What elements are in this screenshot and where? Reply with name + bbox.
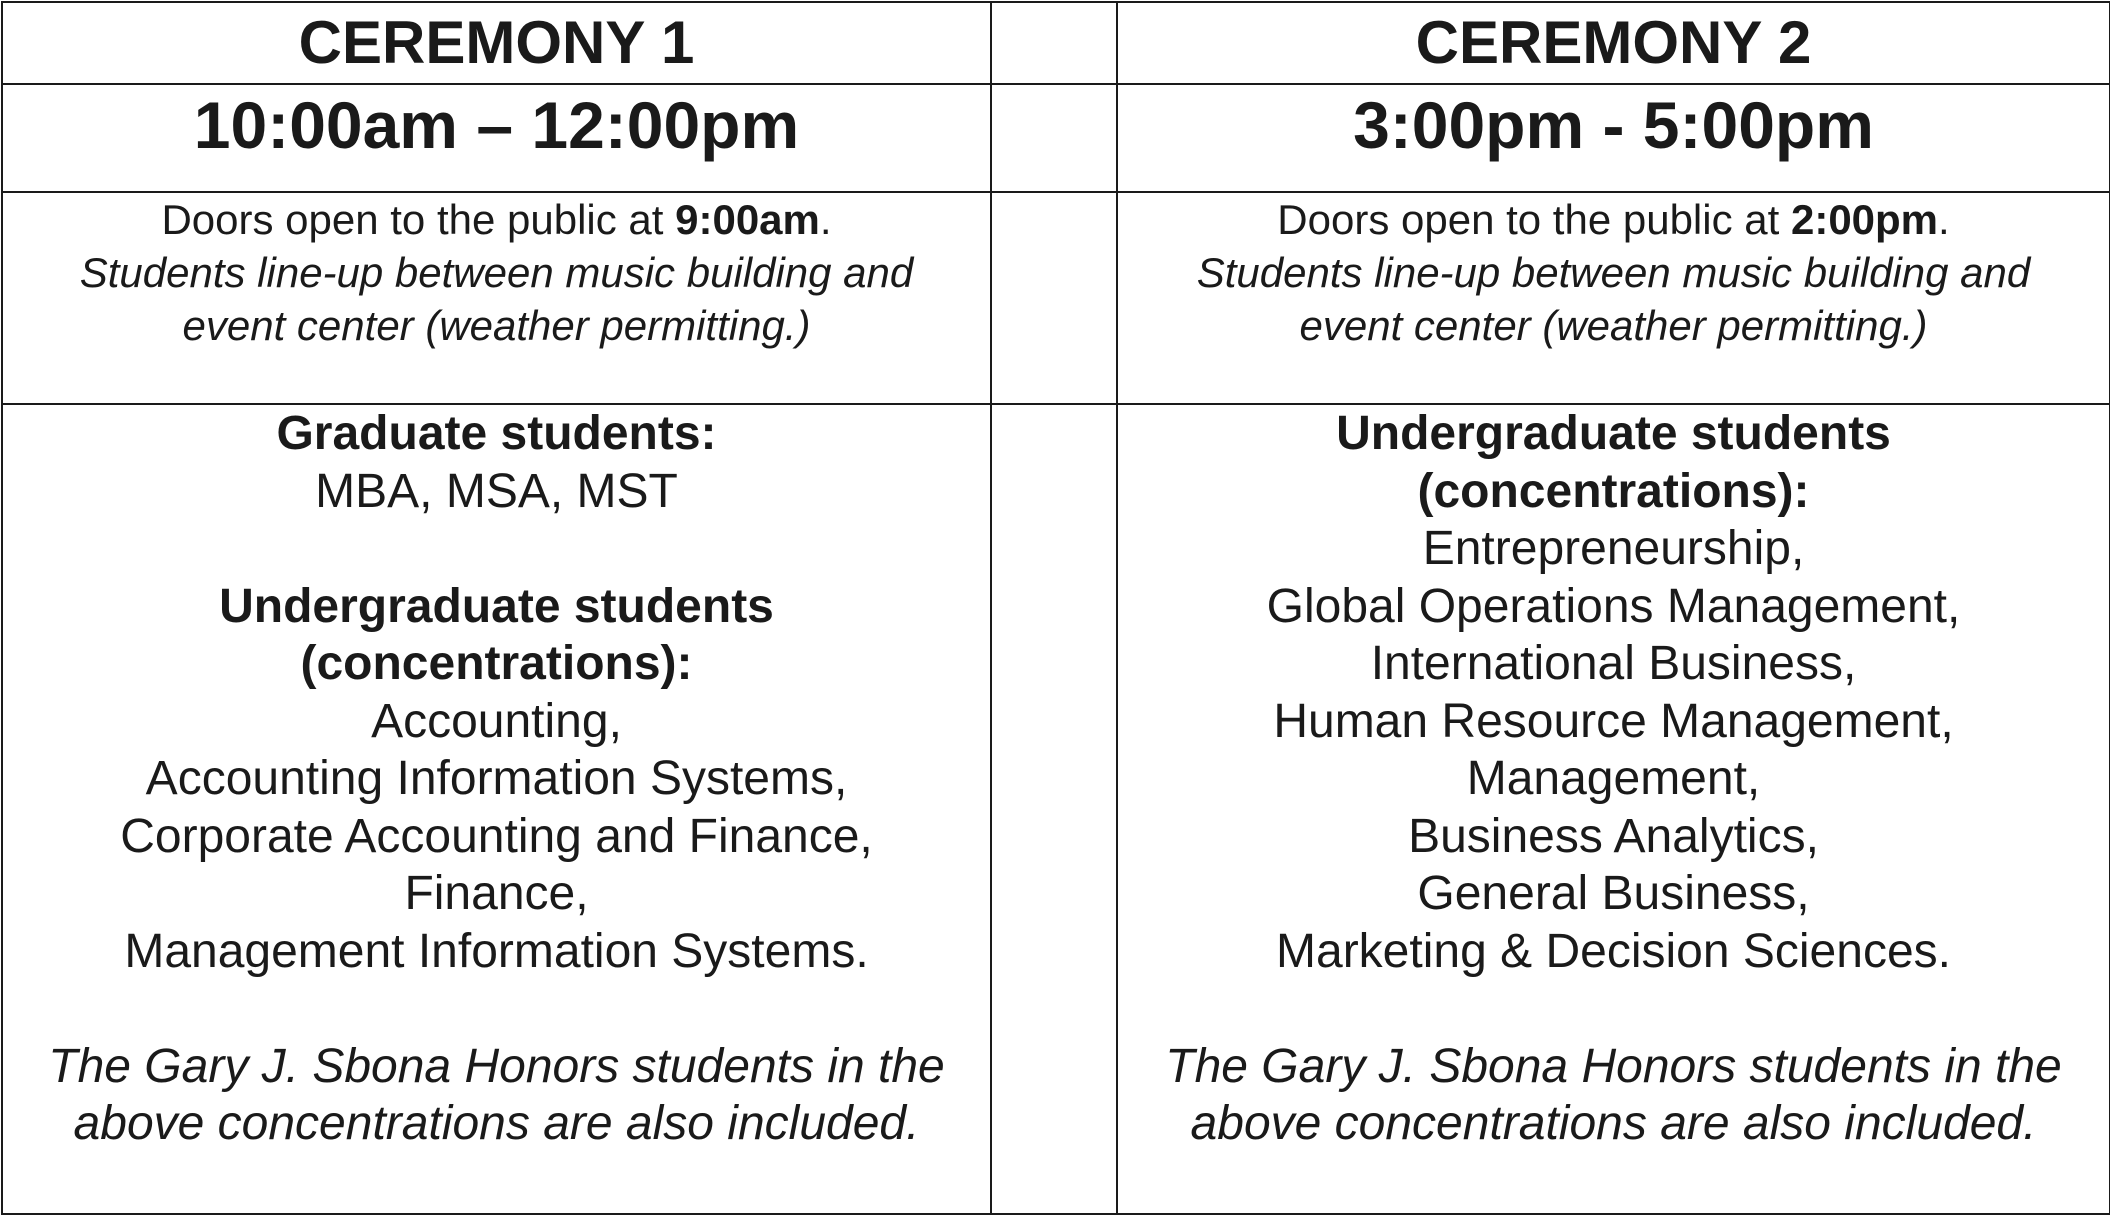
- concentration-item: Human Resource Management,: [1273, 694, 1954, 748]
- spacer: [3, 520, 990, 578]
- ceremony-2-lineup-line-2: event center (weather permitting.): [1299, 302, 1928, 349]
- concentration-item: Corporate Accounting and Finance,: [120, 809, 873, 863]
- ceremony-2-time: 3:00pm - 5:00pm: [1117, 84, 2110, 192]
- doors-prefix: Doors open to the public at: [1277, 196, 1791, 243]
- title-row: [2, 2, 2110, 84]
- ceremony-2-doors-time: 2:00pm: [1790, 196, 1939, 243]
- spacer-cell: [991, 84, 1117, 192]
- ceremony-2-doors-line: [1277, 196, 1949, 243]
- concentration-item: Global Operations Management,: [1266, 579, 1961, 633]
- doors-row: [2, 192, 2110, 404]
- spacer-cell: [991, 404, 1117, 1214]
- ceremony-1-undergrad-heading-line-2: (concentrations):: [300, 637, 693, 690]
- spacer-cell: [991, 192, 1117, 404]
- ceremony-schedule-table: [1, 1, 2110, 1215]
- ceremony-2-undergrad-heading-line-1: Undergraduate students: [1336, 407, 1891, 460]
- ceremony-1-doors-line: [161, 196, 831, 243]
- concentration-item: Entrepreneurship,: [1422, 522, 1805, 575]
- ceremony-1-lineup-line-1: Students line-up between music building and: [79, 249, 914, 296]
- concentration-item: Accounting,: [371, 694, 622, 748]
- ceremony-2-doors-cell: [1117, 192, 2110, 404]
- ceremony-1-lineup-line-2: event center (weather permitting.): [182, 302, 811, 349]
- ceremony-2-honors-note-line-1: The Gary J. Sbona Honors students in the: [1165, 1039, 2062, 1093]
- ceremony-1-title: CEREMONY 1: [2, 2, 991, 84]
- doors-suffix: .: [819, 196, 832, 243]
- ceremony-2-groups-cell: [1117, 404, 2110, 1214]
- ceremony-1-doors-time: 9:00am: [675, 196, 820, 243]
- doors-prefix: Doors open to the public at: [161, 196, 676, 243]
- ceremony-1-honors-note-line-1: The Gary J. Sbona Honors students in the: [48, 1039, 945, 1093]
- concentration-item: Accounting Information Systems,: [145, 752, 848, 805]
- ceremony-1-honors-note-line-2: above concentrations are also included.: [73, 1097, 920, 1150]
- concentration-item: Business Analytics,: [1408, 809, 1819, 863]
- ceremony-2-title: CEREMONY 2: [1117, 2, 2110, 84]
- ceremony-1-time: 10:00am – 12:00pm: [2, 84, 991, 192]
- ceremony-2-undergrad-heading-line-2: (concentrations):: [1417, 464, 1810, 518]
- concentration-item: International Business,: [1370, 637, 1857, 690]
- spacer-cell: [991, 2, 1117, 84]
- concentration-item: Finance,: [404, 867, 589, 920]
- concentration-item: General Business,: [1417, 867, 1810, 920]
- graduate-heading: Graduate students:: [276, 407, 717, 460]
- ceremony-2-lineup-line-1: Students line-up between music building and: [1196, 249, 2031, 296]
- time-row: [2, 84, 2110, 192]
- doors-suffix: .: [1938, 196, 1950, 243]
- concentration-item: Management Information Systems.: [124, 924, 869, 978]
- graduate-programs: MBA, MSA, MST: [315, 464, 678, 518]
- ceremony-1-undergrad-heading-line-1: Undergraduate students: [219, 579, 774, 633]
- spacer: [3, 980, 990, 1038]
- spacer: [1118, 980, 2109, 1038]
- ceremony-2-honors-note-line-2: above concentrations are also included.: [1190, 1097, 2037, 1150]
- student-groups-row: [2, 404, 2110, 1214]
- ceremony-1-groups-cell: [2, 404, 991, 1214]
- concentration-item: Management,: [1466, 752, 1761, 805]
- ceremony-1-doors-cell: [2, 192, 991, 404]
- concentration-item: Marketing & Decision Sciences.: [1276, 924, 1951, 978]
